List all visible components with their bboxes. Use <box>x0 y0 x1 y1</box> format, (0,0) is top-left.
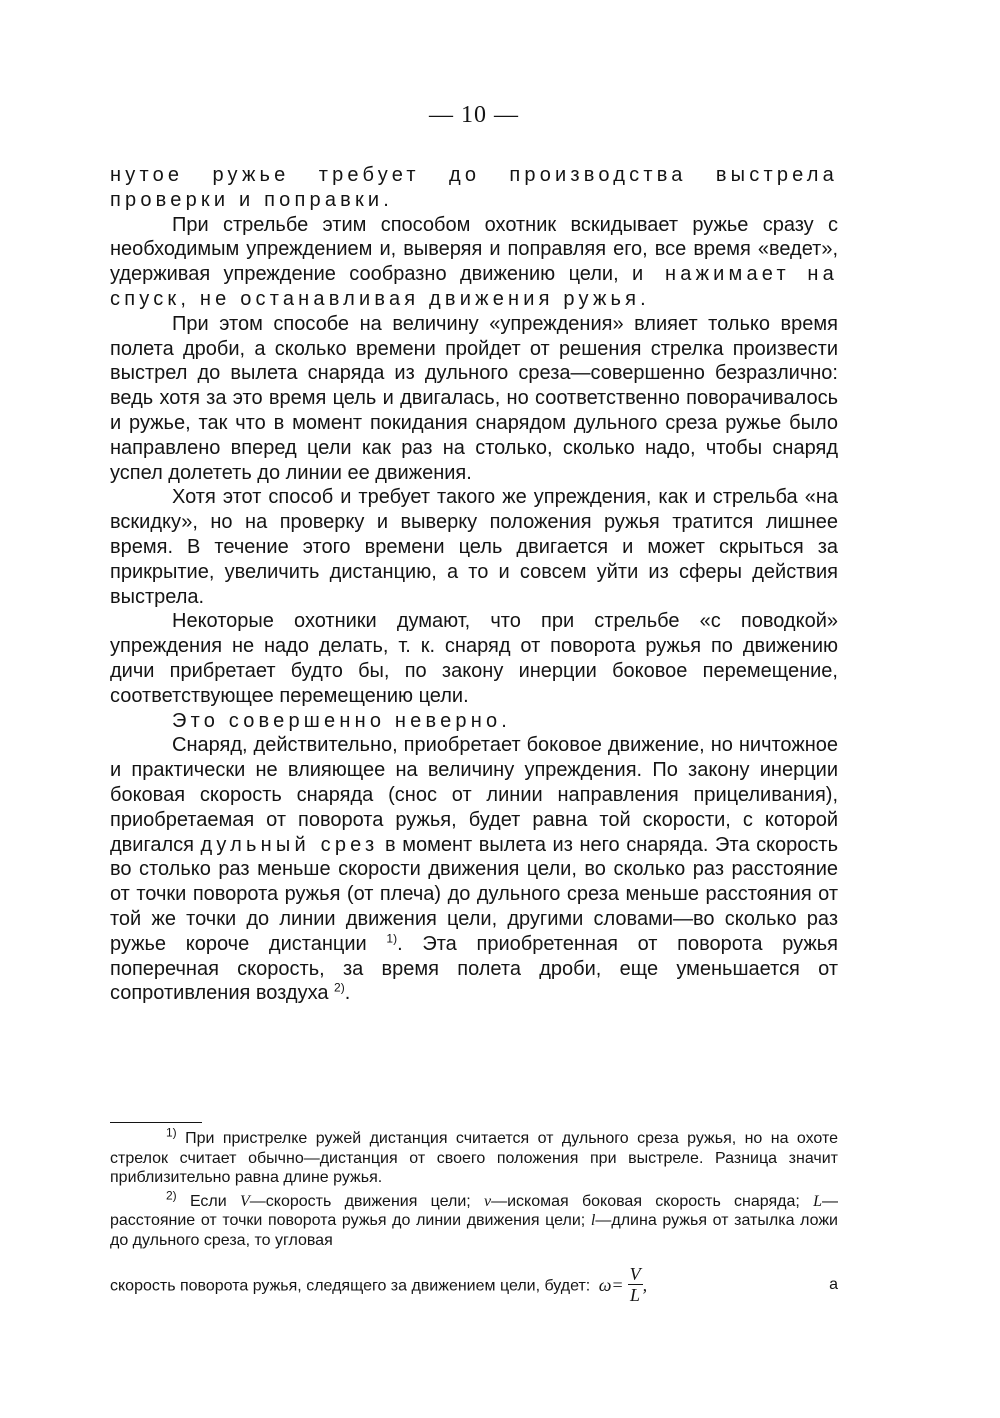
equals-sign: = <box>611 1274 624 1295</box>
paragraph-text: . <box>344 982 351 1005</box>
formula-comma: , <box>642 1274 648 1295</box>
paragraph-2 <box>110 213 838 312</box>
footnote-text: При пристрелке ружей дистанция считается от дульного среза ружья, но на охоте стрелок считает обычно—дистанция от своего положения при выстреле. Разница значит приблизительно равна длине ружья. <box>110 1130 838 1186</box>
paragraph-text: Некоторые охотники думают, что при стрельбе «с поводкой» упреждения не надо делать, т. к. снаряд от поворота ружья по движению дичи прибретает будто бы, по закону инерции боковое перемещение, соответствующее перемещению цели. <box>110 610 838 707</box>
spaced-emphasis: дульный срез <box>200 833 379 856</box>
paragraph-text: в момент вылета из него снаряда. Эта скорость во столько раз меньше скорости движения цели, во сколько раз расстояние от точки поворота ружья (от плеча) до дульного среза меньше расстояния от той же точки до линии движения цели, другими словами—во сколько раз ружье короче дистанции <box>110 833 838 955</box>
footnote-ref-1[interactable]: 1) <box>386 931 398 946</box>
paragraph-text: При стрельбе этим способом охотник вскидывает ружье сразу с необходимым упреждением и, выверяя и поправляя его, все время «ведет», удерживая упреждение сообразно движению цели, <box>110 213 838 286</box>
main-text <box>110 163 838 1006</box>
footnote-2 <box>110 1188 839 1251</box>
fraction-denominator: L <box>630 1285 641 1305</box>
footnote-divider <box>110 1122 202 1123</box>
footnote-text: —расстояние от точки поворота ружья до линии движения цели; <box>110 1192 839 1229</box>
footnote-mark: 2) <box>166 1188 177 1203</box>
footnotes <box>110 1122 838 1305</box>
angular-velocity-formula <box>599 1264 647 1305</box>
page-number: — 10 — <box>429 102 519 128</box>
paragraph-text: Хотя этот способ и требует такого же упреждения, как и стрельба «на вскидку», но на проверку и выверку положения ружья тратится лишнее время. В течение этого времени цель двигается и может скрыться за прикрытие, увеличить дистанцию, а то и совсем уйти из сферы действия выстрела. <box>110 486 838 608</box>
paragraph-5 <box>110 609 838 708</box>
footnote-1 <box>110 1125 838 1188</box>
spaced-emphasis: нутое ружье требует до производства выстрела проверки и поправки. <box>110 164 838 211</box>
spaced-emphasis: и нажимает на спуск, не останавливая движения ружья. <box>110 263 838 310</box>
spaced-emphasis: Это совершенно неверно. <box>172 709 512 732</box>
footnote-trailing-word: а <box>829 1275 838 1293</box>
paragraph-text: Снаряд, действительно, приобретает боковое движение, но ничтожное и практически не влияющее на величину упреждения. По закону инерции боковая скорость снаряда (снос от линии направления прицеливания), приобретаемая от поворота ружья, будет равна той скорости, с которой двигался <box>110 734 838 856</box>
footnote-text <box>110 1264 647 1305</box>
symbol-V: V <box>239 1192 250 1210</box>
fraction <box>628 1264 643 1305</box>
paragraph-text: При этом способе на величину «упреждения» влияет только время полета дроби, а сколько времени пройдет от решения стрелка произвести выстрел до вылета снаряда из дульного среза—совершенно безразлично: ведь хотя за это время цель и двигалась, но соответственно поворачивалось и ружье, так что в момент покидания снарядом дульного среза ружье было направлено вперед цели как раз на столько, сколько надо, чтобы снаряд успел долететь до линии ее движения. <box>110 312 838 484</box>
omega-symbol: ω <box>598 1274 612 1295</box>
footnote-text: —длина ружья от затылка ложи до дульного среза, то угловая <box>110 1212 838 1249</box>
paragraph-4 <box>110 485 838 609</box>
paragraph-6 <box>110 709 838 734</box>
formula-lead-text: скорость поворота ружья, следящего за движением цели, будет: <box>110 1277 591 1295</box>
footnote-text: Если <box>176 1192 240 1210</box>
fraction-numerator: V <box>629 1264 641 1284</box>
paragraph-7 <box>110 733 838 1006</box>
symbol-L: L <box>813 1192 823 1210</box>
paragraph-text: . Эта приобретенная от поворота ружья поперечная скорость, за время полета дроби, еще уменьшается от сопротивления воздуха <box>110 932 838 1005</box>
footnote-text: —скорость движения цели; <box>249 1192 484 1210</box>
symbol-v: v <box>484 1192 492 1210</box>
footnote-text: —искомая боковая скорость снаряда; <box>491 1192 814 1210</box>
footnote-2-formula-line <box>110 1264 838 1305</box>
paragraph-3 <box>110 312 838 486</box>
footnote-ref-2[interactable]: 2) <box>334 980 345 995</box>
paragraph-1 <box>110 163 838 213</box>
footnote-mark: 1) <box>166 1125 177 1140</box>
symbol-l: l <box>590 1212 596 1229</box>
